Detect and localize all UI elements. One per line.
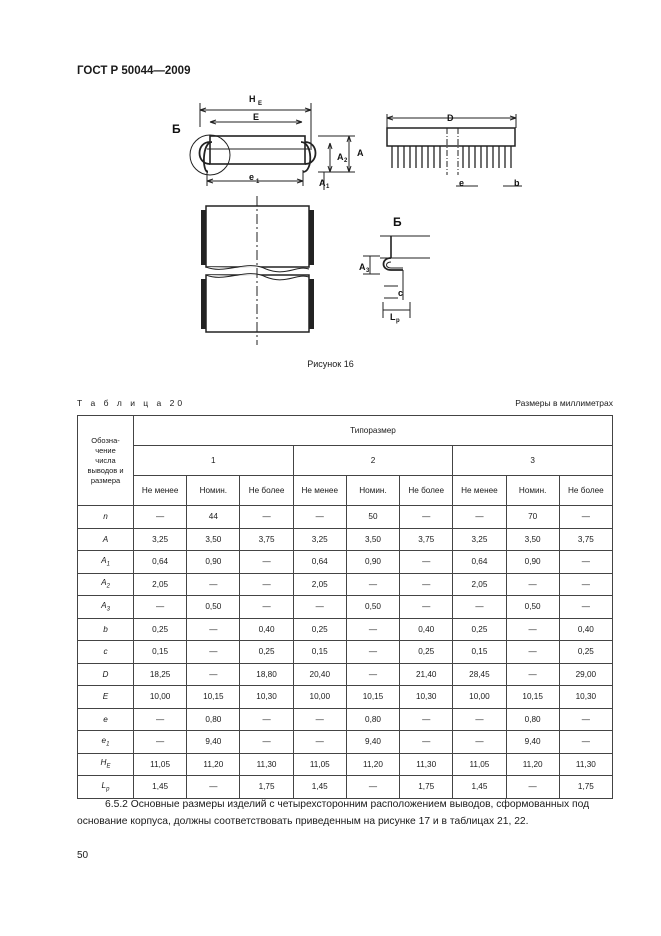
- label-e1: e: [249, 172, 255, 182]
- label-he: H: [249, 94, 256, 104]
- table-cell: —: [559, 708, 612, 731]
- table-cell: 1,75: [400, 776, 453, 799]
- table-row: [78, 708, 613, 731]
- table-cell: —: [134, 596, 187, 619]
- table-row: [78, 551, 613, 574]
- row-symbol: [78, 641, 134, 664]
- table-cell: 20,40: [293, 663, 346, 686]
- table-cell: 0,50: [506, 596, 559, 619]
- symbol-text: A: [101, 555, 107, 565]
- table-cell: —: [187, 776, 240, 799]
- row-symbol: [78, 573, 134, 596]
- table-cell: —: [400, 551, 453, 574]
- table-cell: —: [453, 506, 506, 529]
- row-symbol: [78, 551, 134, 574]
- table-cell: 10,30: [240, 686, 293, 709]
- row-symbol: [78, 663, 134, 686]
- table-cell: —: [400, 708, 453, 731]
- symbol-text: L: [101, 780, 107, 790]
- table-cell: 10,30: [559, 686, 612, 709]
- row-symbol: [78, 708, 134, 731]
- table-cell: —: [134, 708, 187, 731]
- table-cell: 70: [506, 506, 559, 529]
- table-cell: 2,05: [293, 573, 346, 596]
- table-cell: —: [559, 506, 612, 529]
- table-cell: 0,50: [346, 596, 399, 619]
- table-cell: 0,40: [559, 618, 612, 641]
- page-number: 50: [77, 850, 89, 861]
- table-cell: 21,40: [400, 663, 453, 686]
- table-cell: 0,25: [559, 641, 612, 664]
- table-cell: —: [293, 708, 346, 731]
- table-cell: —: [187, 663, 240, 686]
- symbol-text: E: [102, 692, 109, 702]
- table-cell: 1,45: [293, 776, 346, 799]
- table-cell: —: [506, 776, 559, 799]
- table-cell: —: [240, 596, 293, 619]
- table-row: [78, 528, 613, 551]
- row-symbol: [78, 776, 134, 799]
- table-cell: —: [240, 731, 293, 754]
- table-cell: 11,30: [559, 753, 612, 776]
- table-cell: 11,20: [346, 753, 399, 776]
- table-cell: 3,50: [187, 528, 240, 551]
- row-symbol: [78, 528, 134, 551]
- label-a1-sub: 1: [326, 184, 330, 190]
- table-cell: 3,25: [453, 528, 506, 551]
- table-cell: 29,00: [559, 663, 612, 686]
- table-cell: 2,05: [453, 573, 506, 596]
- table-cell: 11,05: [293, 753, 346, 776]
- table-cell: 10,00: [453, 686, 506, 709]
- row-symbol: [78, 753, 134, 776]
- row-symbol: [78, 686, 134, 709]
- label-a1: A: [319, 178, 326, 188]
- table-cell: 0,25: [400, 641, 453, 664]
- table-cell: 1,75: [240, 776, 293, 799]
- table-row: [78, 663, 613, 686]
- table-cell: —: [134, 506, 187, 529]
- table-cell: 0,90: [506, 551, 559, 574]
- table-cell: 2,05: [134, 573, 187, 596]
- table-cell: —: [506, 663, 559, 686]
- table-cell: —: [559, 551, 612, 574]
- label-a2: A: [337, 152, 344, 162]
- table-cell: 1,75: [559, 776, 612, 799]
- table-cell: —: [240, 573, 293, 596]
- table-cell: —: [506, 641, 559, 664]
- table-cell: 0,40: [240, 618, 293, 641]
- label-d: D: [447, 113, 454, 123]
- table-units: Размеры в миллиметрах: [515, 398, 613, 408]
- table-cell: —: [453, 708, 506, 731]
- table-cell: —: [240, 708, 293, 731]
- table-cell: —: [293, 506, 346, 529]
- table-cell: 0,90: [346, 551, 399, 574]
- row-header-cell: Обозна- чение числа выводов и размера: [78, 416, 134, 506]
- table-cell: 1,45: [134, 776, 187, 799]
- label-b-small: b: [514, 178, 520, 188]
- table-cell: 18,25: [134, 663, 187, 686]
- row-symbol: [78, 506, 134, 529]
- table-cell: 11,20: [187, 753, 240, 776]
- table-cell: —: [293, 731, 346, 754]
- table-cell: 0,15: [293, 641, 346, 664]
- table-cell: —: [187, 618, 240, 641]
- table-cell: 18,80: [240, 663, 293, 686]
- label-a3: A: [359, 262, 366, 272]
- table-cell: 0,80: [346, 708, 399, 731]
- label-e-small: e: [459, 178, 465, 188]
- table-cell: 0,25: [453, 618, 506, 641]
- table-cell: —: [240, 506, 293, 529]
- symbol-text: A: [102, 534, 109, 544]
- table-cell: 0,90: [187, 551, 240, 574]
- symbol-subscript: 1: [106, 561, 110, 568]
- table-row: [78, 506, 613, 529]
- table-row: [78, 573, 613, 596]
- table-cell: 11,30: [240, 753, 293, 776]
- row-symbol: [78, 596, 134, 619]
- table-cell: 11,05: [453, 753, 506, 776]
- label-detail-b: Б: [393, 215, 402, 229]
- label-e1-sub: 1: [256, 179, 260, 185]
- table-row: [78, 641, 613, 664]
- table-cell: —: [400, 731, 453, 754]
- table-cell: —: [346, 618, 399, 641]
- table-cell: —: [506, 618, 559, 641]
- table-cell: 3,25: [293, 528, 346, 551]
- table-cell: —: [559, 573, 612, 596]
- table-row: [78, 618, 613, 641]
- table-cell: —: [559, 596, 612, 619]
- table-cell: —: [187, 573, 240, 596]
- table-cell: —: [240, 551, 293, 574]
- table-cell: 0,80: [187, 708, 240, 731]
- label-lp: L: [390, 312, 396, 322]
- symbol-text: n: [103, 512, 108, 522]
- subheader-nom: Номин.: [346, 476, 399, 506]
- figure-caption: Рисунок 16: [307, 359, 354, 369]
- table-cell: 10,15: [506, 686, 559, 709]
- table-cell: —: [453, 731, 506, 754]
- table-cell: 1,45: [453, 776, 506, 799]
- table-cell: —: [134, 731, 187, 754]
- table-cell: 0,64: [453, 551, 506, 574]
- label-a: A: [357, 148, 364, 158]
- table-cell: —: [453, 596, 506, 619]
- table-cell: 0,40: [400, 618, 453, 641]
- table-row: [78, 753, 613, 776]
- table-cell: 10,00: [134, 686, 187, 709]
- standard-header: ГОСТ Р 50044—2009: [77, 65, 191, 77]
- table-cell: 0,80: [506, 708, 559, 731]
- symbol-text: A: [101, 578, 107, 588]
- symbol-text: D: [102, 669, 109, 679]
- table-cell: 0,15: [453, 641, 506, 664]
- table-cell: 10,30: [400, 686, 453, 709]
- table-cell: 3,75: [559, 528, 612, 551]
- row-symbol: [78, 618, 134, 641]
- table-row: [78, 596, 613, 619]
- subheader-max: Не более: [559, 476, 612, 506]
- table-cell: —: [400, 573, 453, 596]
- table-cell: 50: [346, 506, 399, 529]
- table-row: [78, 776, 613, 799]
- table-cell: 11,05: [134, 753, 187, 776]
- table-cell: 11,30: [400, 753, 453, 776]
- subheader-nom: Номин.: [187, 476, 240, 506]
- table-cell: 3,50: [506, 528, 559, 551]
- dimensions-table: [77, 415, 613, 799]
- size-header-1: 1: [134, 446, 294, 476]
- subheader-nom: Номин.: [506, 476, 559, 506]
- symbol-text: A: [101, 600, 107, 610]
- table-cell: 10,00: [293, 686, 346, 709]
- subheader-min: Не менее: [293, 476, 346, 506]
- table-cell: 9,40: [187, 731, 240, 754]
- label-e: E: [253, 112, 260, 122]
- symbol-text: e: [103, 714, 108, 724]
- table-cell: 0,25: [293, 618, 346, 641]
- table-cell: —: [346, 573, 399, 596]
- symbol-text: H: [100, 758, 107, 768]
- table-cell: 44: [187, 506, 240, 529]
- table-cell: —: [559, 731, 612, 754]
- row-symbol: [78, 731, 134, 754]
- symbol-subscript: E: [106, 764, 111, 771]
- subheader-min: Не менее: [453, 476, 506, 506]
- table-cell: —: [346, 663, 399, 686]
- table-cell: 9,40: [346, 731, 399, 754]
- symbol-text: e: [101, 735, 107, 745]
- technical-drawing: [0, 90, 661, 370]
- size-header-3: 3: [453, 446, 613, 476]
- table-cell: —: [346, 641, 399, 664]
- table-cell: —: [293, 596, 346, 619]
- label-c: c: [398, 288, 404, 298]
- table-cell: 9,40: [506, 731, 559, 754]
- table-cell: —: [346, 776, 399, 799]
- symbol-text: b: [103, 624, 108, 634]
- table-cell: —: [400, 506, 453, 529]
- table-cell: 3,75: [240, 528, 293, 551]
- label-a3-sub: 3: [366, 268, 370, 274]
- table-cell: —: [187, 641, 240, 664]
- label-lp-sub: p: [396, 318, 400, 324]
- label-view-b: Б: [172, 122, 181, 136]
- table-cell: 0,25: [134, 618, 187, 641]
- table-cell: 0,64: [293, 551, 346, 574]
- table-cell: 28,45: [453, 663, 506, 686]
- label-he-sub: E: [258, 101, 263, 107]
- table-cell: 0,15: [134, 641, 187, 664]
- table-cell: 10,15: [187, 686, 240, 709]
- table-cell: 3,75: [400, 528, 453, 551]
- table-cell: 0,50: [187, 596, 240, 619]
- group-header: Типоразмер: [134, 416, 613, 446]
- subheader-max: Не более: [400, 476, 453, 506]
- subheader-min: Не менее: [134, 476, 187, 506]
- paragraph-6-5-2: 6.5.2 Основные размеры изделий с четырехсторонним расположением выводов, сформованных под основание корпуса, должны соответствовать приведенным на рисунке 17 и в таблицах 21, 22.: [77, 799, 590, 827]
- symbol-subscript: 1: [106, 741, 110, 748]
- table-cell: 3,25: [134, 528, 187, 551]
- table-cell: —: [400, 596, 453, 619]
- table-cell: —: [506, 573, 559, 596]
- label-a2-sub: 2: [344, 158, 348, 164]
- symbol-subscript: 2: [106, 584, 110, 591]
- table-cell: 0,25: [240, 641, 293, 664]
- symbol-subscript: p: [106, 786, 110, 793]
- symbol-text: c: [103, 647, 108, 657]
- symbol-subscript: 3: [106, 606, 110, 613]
- table-cell: 0,64: [134, 551, 187, 574]
- table-cell: 3,50: [346, 528, 399, 551]
- size-header-2: 2: [293, 446, 453, 476]
- table-title: Т а б л и ц а 20: [77, 398, 186, 408]
- subheader-max: Не более: [240, 476, 293, 506]
- table-cell: 11,20: [506, 753, 559, 776]
- table-cell: 10,15: [346, 686, 399, 709]
- table-row: [78, 686, 613, 709]
- table-row: [78, 731, 613, 754]
